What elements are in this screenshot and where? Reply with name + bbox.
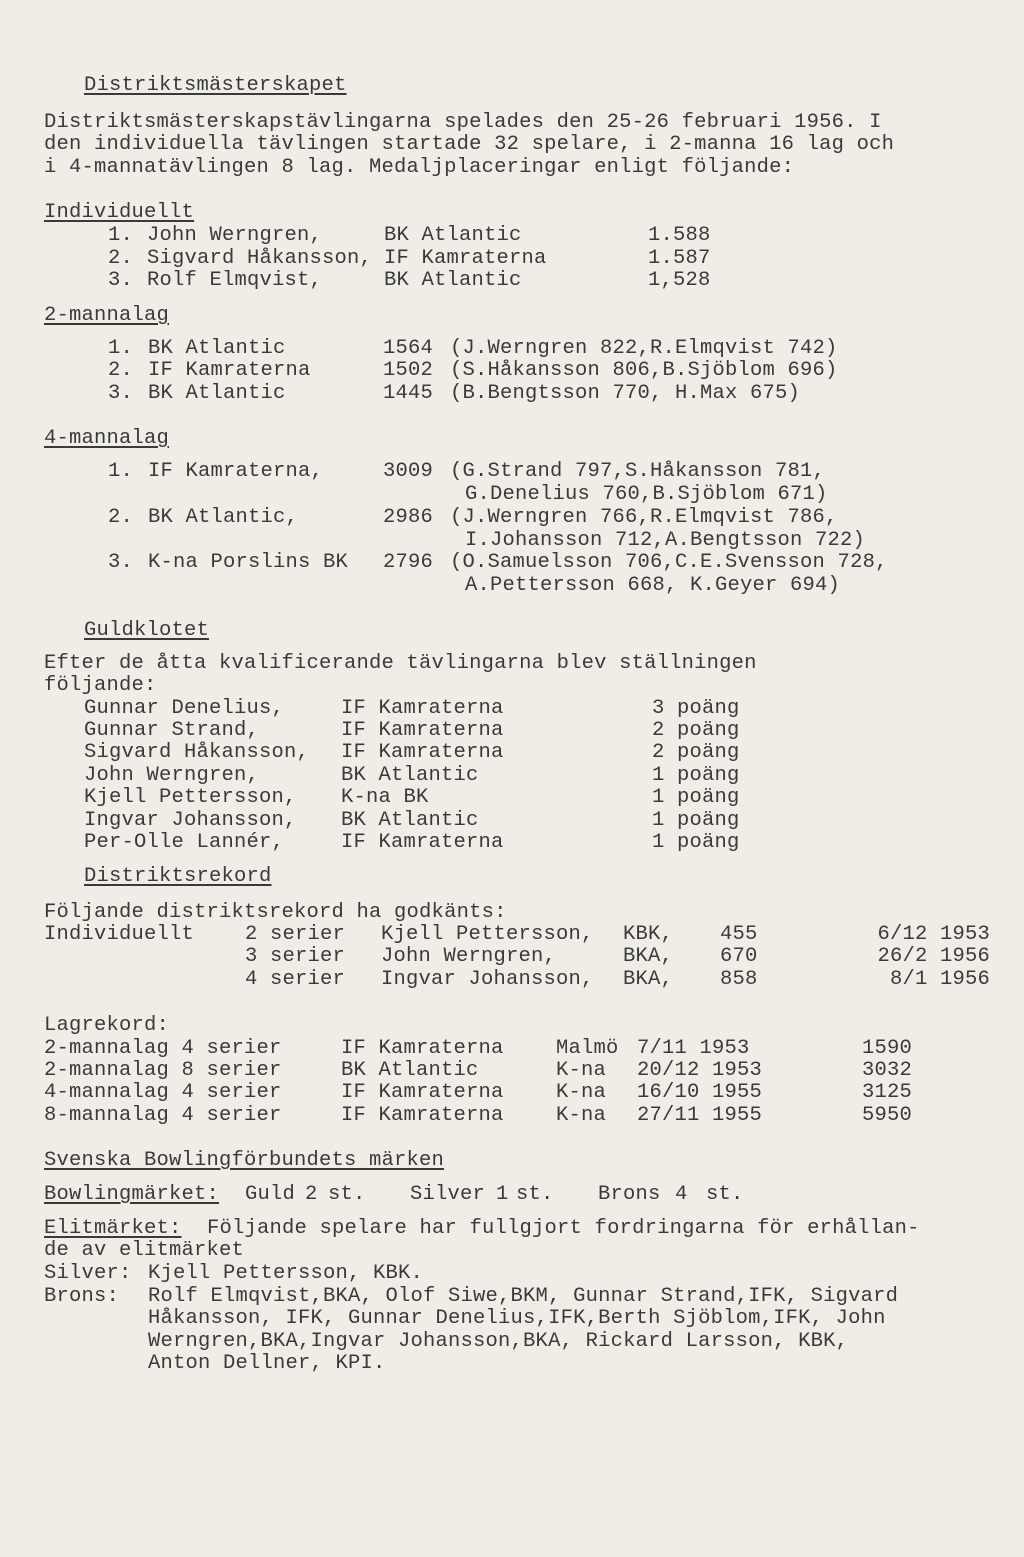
page-title: Distriktsmästerskapet [84,74,347,97]
elite-text-2: de av elitmärket [44,1239,245,1262]
two-man-heading: 2-mannalag [44,304,170,327]
guldklotet-intro-1: Efter de åtta kvalificerande tävlingarna blev ställningen [44,652,757,675]
brons-line-1: Rolf Elmqvist,BKA, Olof Siwe,BKM, Gunnar Strand,IFK, Sigvard [148,1285,899,1308]
intro-line-1: Distriktsmästerskapstävlingarna spelades den 25-26 februari 1956. I [44,111,882,134]
elite-badge-label: Elitmärket: [44,1217,182,1240]
records-intro: Följande distriktsrekord ha godkänts: [44,901,507,924]
guldklotet-heading: Guldklotet [84,619,210,642]
intro-line-2: den individuella tävlingen startade 32 spelare, i 2-manna 16 lag och [44,133,895,156]
document-page: Distriktsmästerskapet Distriktsmästerskapstävlingarna spelades den 25-26 februari 1956. I den individuella tävlingen startade 32 spelare, i 2-manna 16 lag och i 4-mannatävlingen 8 lag. Medaljplaceringar enligt följande: Individuellt 1. John Werngren, BK Atlantic 1.588 2. Sigvard Håkansson, IF Kamraterna 1.587 3. Rolf Elmqvist, BK Atlantic 1,528 2-mannalag 1. BK Atlantic 1564 (J.Werngren 822,R.Elmqvist 742) 2. IF Kamraterna 1502 (S.Håkansson 806,B.Sjöblom 696) 3. BK Atlantic 1445 (B.Bengtsson 770, H.Max 675) 4-mannalag 1. IF Kamraterna, 3009 (G.Strand 797,S.Håkansson 781, G.Denelius 760,B.Sjöblom 671) 2. BK Atlantic, 2986 (J.Werngren 766,R.Elmqvist 786, I.Johansson 712,A.Bengtsson 722) 3. K-na Porslins BK 2796 (O.Samuelsson 706,C.E.Svensson 728, A.Pettersson 668, K.Geyer 694) Guldklotet Efter de åtta kvalificerande tävlingarna blev ställningen följande: Gunnar Denelius, IF Kamraterna 3 poäng Gunnar Strand, IF Kamraterna 2 poäng Sigvard Håkansson, IF Kamraterna 2 poäng John Werngren, BK Atlantic 1 poäng Kjell Pettersson, K-na BK 1 poäng Ingvar Johansson, BK Atlantic 1 poäng Per-Olle Lannér, IF Kamraterna 1 poäng Distriktsrekord Följande distriktsrekord ha godkänts: Individuellt 2 serier Kjell Pettersson, KBK, 455 6/12 1953 3 serier John Werngren, BKA, 670 26/2 1956 4 serier Ingvar Johansson, BKA, 858 8/1 1956 Lagrekord: 2-mannalag 4 serier IF Kamraterna Malmö 7/11 1953 1590 2-mannalag 8 serier BK Atlantic K-na 20/12 1953 3032 4-mannalag 4 serier IF Kamraterna K-na 16/10 1955 3125 8-mannalag 4 serier IF Kamraterna K-na 27/11 1955 5950 Svenska Bowlingförbundets märken Bowlingmärket: Guld 2 st. Silver 1 st. Brons 4 st. Elitmärket: Följande spelare har fullgjort fordringarna för erhållan- de av elitmärket Silver: Kjell Pettersson, KBK. Brons: Rolf Elmqvist,BKA, Olof Siwe,BKM, Gunnar Strand,IFK, Sigvard Håkansson, IFK, Gunnar Denelius,IFK,Berth Sjöblom,IFK, John Werngren,BKA,Ingvar Johansson,BKA, Rickard Larsson, KBK, Anton Dellner, KPI. [44,74,990,1375]
brons-line-3: Werngren,BKA,Ingvar Johansson,BKA, Rickard Larsson, KBK, [148,1330,849,1353]
badges-heading: Svenska Bowlingförbundets märken [44,1149,445,1172]
records-individual-label: Individuellt [44,923,195,946]
brons-line-4: Anton Dellner, KPI. [148,1352,386,1375]
silver-label: Silver: [44,1262,132,1285]
brons-line-2: Håkansson, IFK, Gunnar Denelius,IFK,Berth Sjöblom,IFK, John [148,1307,886,1330]
guldklotet-intro-2: följande: [44,674,157,697]
brons-label: Brons: [44,1285,120,1308]
silver-names: Kjell Pettersson, KBK. [148,1262,424,1285]
individual-heading: Individuellt [44,201,195,224]
intro-line-3: i 4-mannatävlingen 8 lag. Medaljplaceringar enligt följande: [44,156,795,179]
four-man-heading: 4-mannalag [44,427,170,450]
team-records-label: Lagrekord: [44,1014,170,1037]
records-heading: Distriktsrekord [84,865,272,888]
elite-text-1: Följande spelare har fullgjort fordringarna för erhållan- [207,1217,920,1240]
